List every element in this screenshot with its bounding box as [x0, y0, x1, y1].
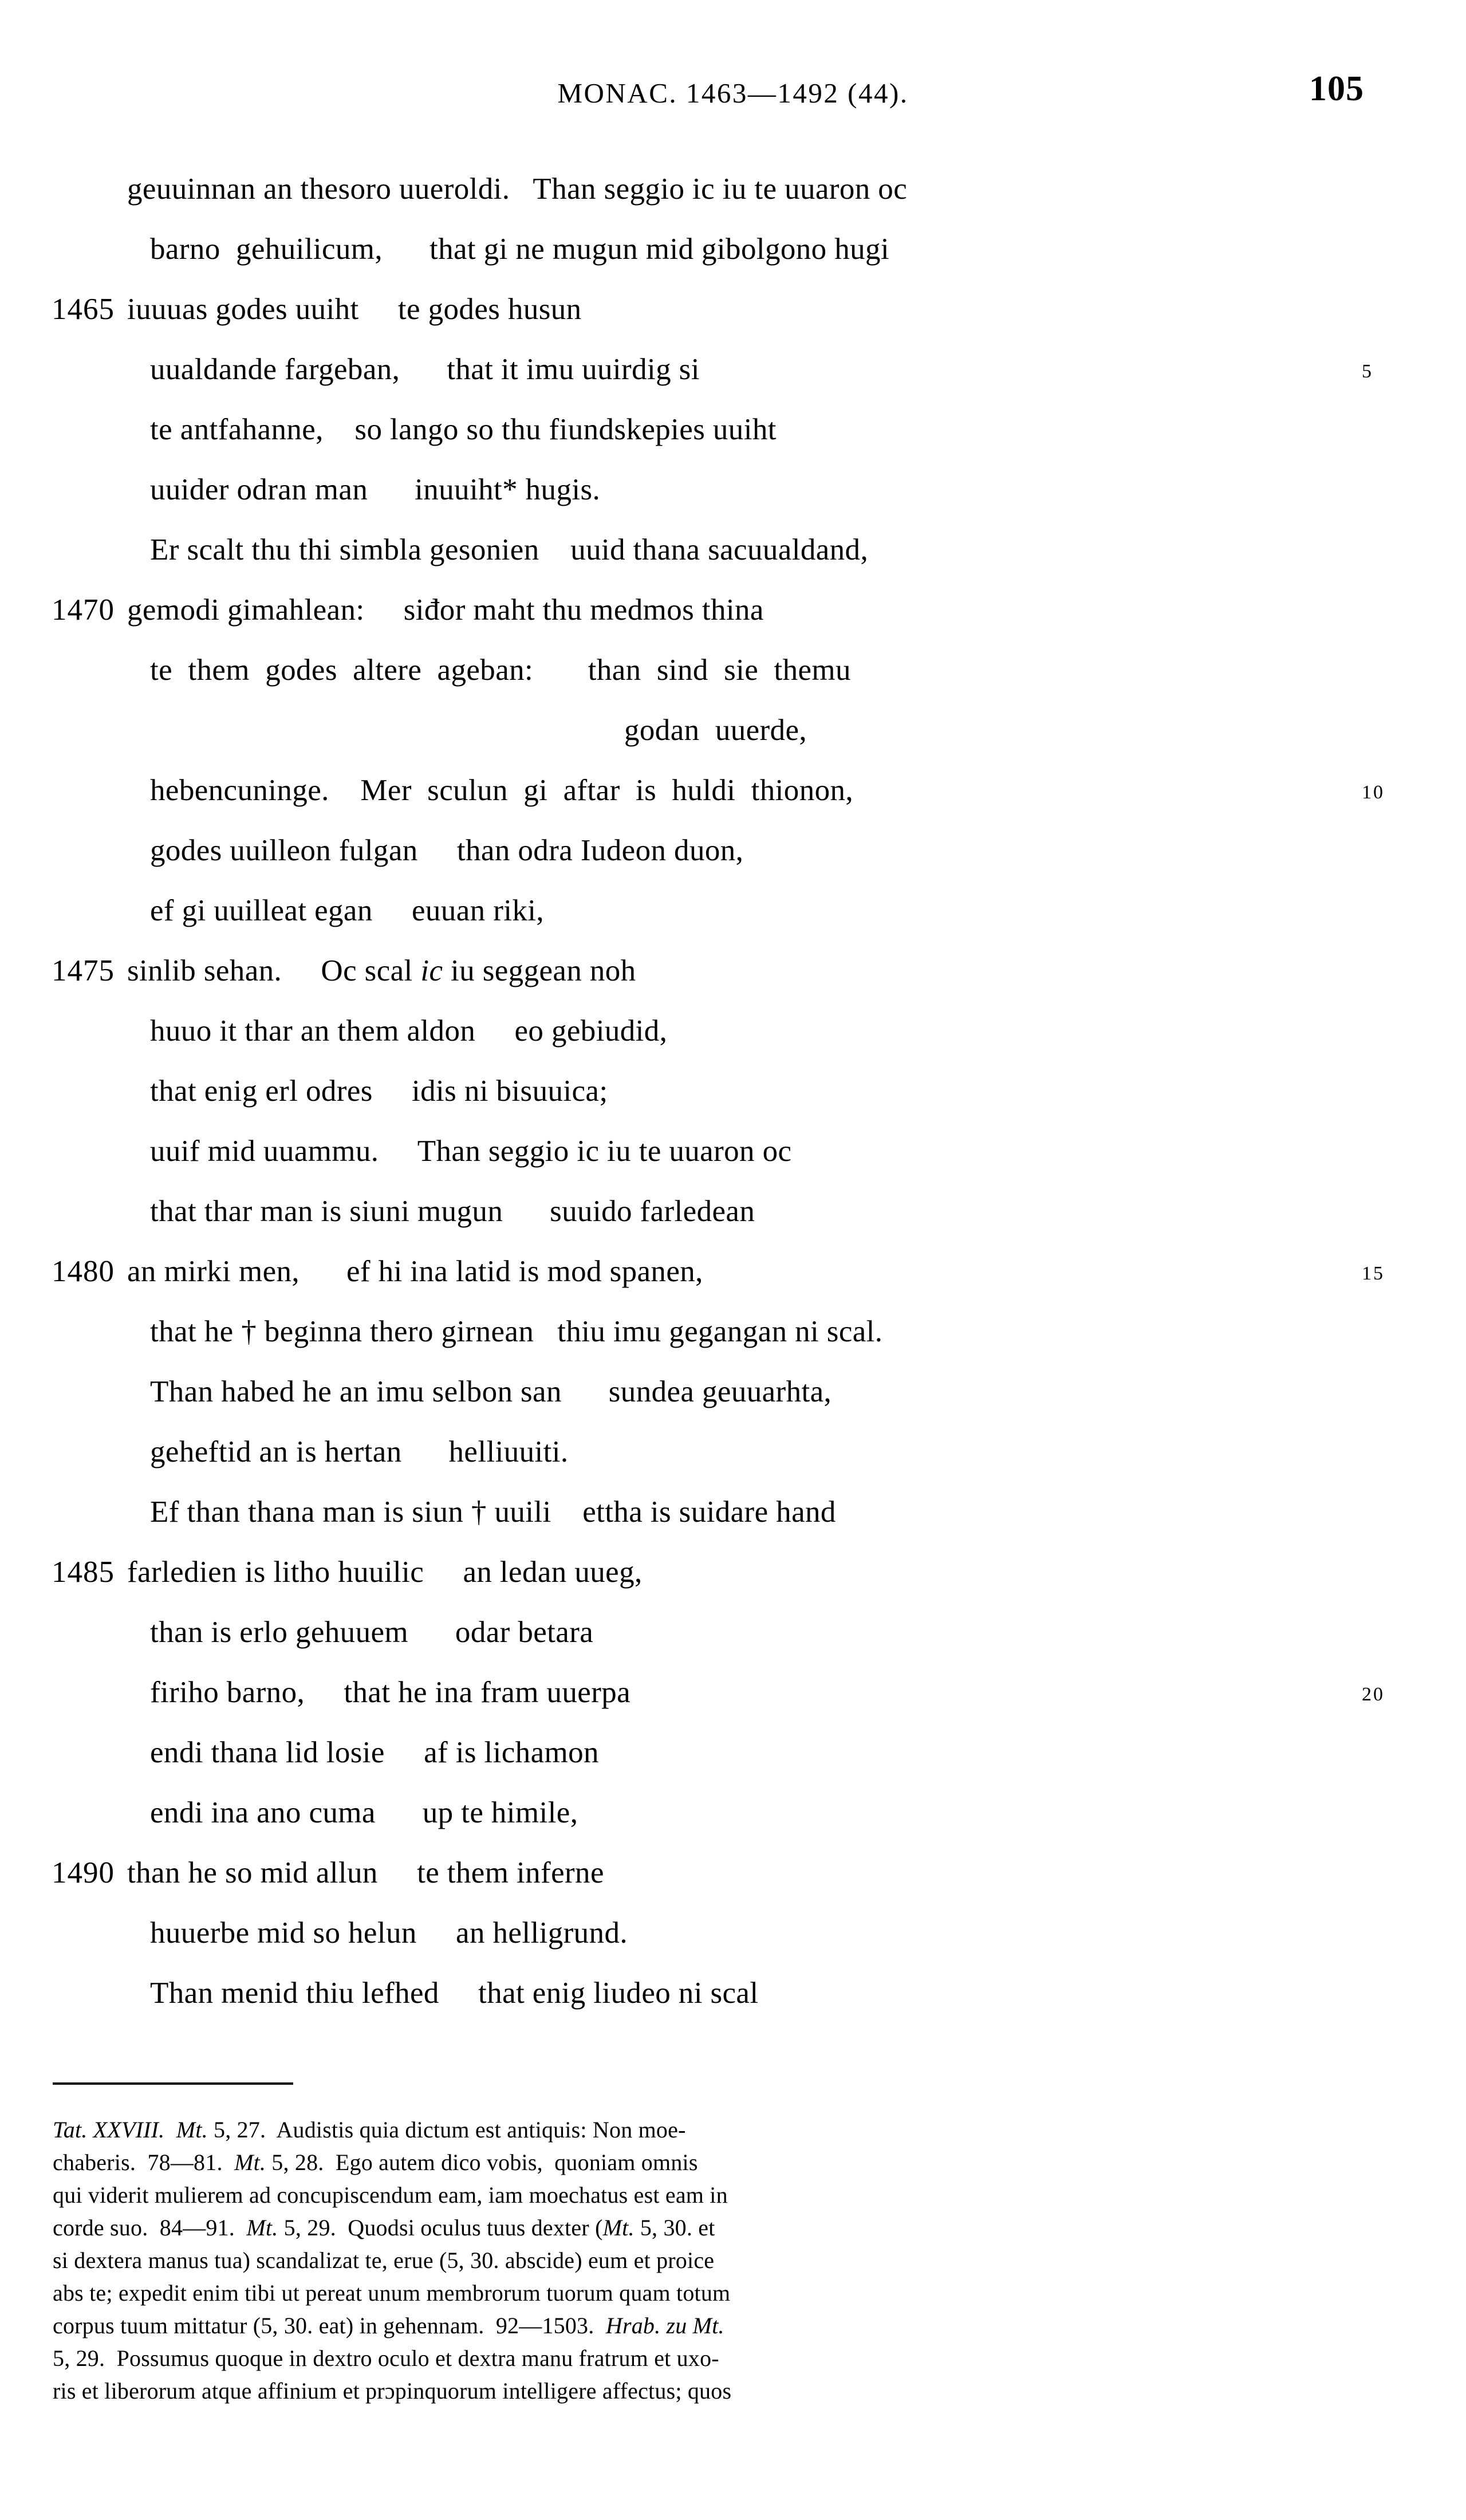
- margin-line-number: 5: [1362, 361, 1373, 382]
- verse-line: [0, 1312, 1466, 1372]
- apparatus-line: corpus tuum mittatur (5, 30. eat) in gehennam. 92—1503. Hrab. zu Mt.: [53, 2313, 724, 2338]
- apparatus-line: Tat. XXVIII. Mt. 5, 27. Audistis quia dictum est antiquis: Non moe-: [53, 2117, 686, 2143]
- verse-line: [0, 1913, 1466, 1974]
- verse-line-text: than he so mid allun te them inferne: [127, 1856, 604, 1889]
- apparatus-line: qui viderit mulierem ad concupiscendum eam, iam moechatus est eam in: [53, 2182, 728, 2208]
- verse-line: [0, 410, 1466, 470]
- verse-line-text: Than habed he an imu selbon san sundea geuuarhta,: [150, 1375, 832, 1408]
- verse-line-text: geuuinnan an thesoro uueroldi. Than seggio ic iu te uuaron oc: [127, 172, 908, 206]
- verse-line: [0, 771, 1466, 831]
- verse-line-number: 1490: [52, 1856, 115, 1889]
- margin-line-number: 10: [1362, 782, 1385, 803]
- verse-line-text: te them godes altere ageban: than sind sie themu: [150, 653, 851, 687]
- verse-line-number: 1485: [52, 1556, 115, 1589]
- verse-line-text: ef gi uuilleat egan euuan riki,: [150, 894, 545, 927]
- verse-line-text: endi thana lid losie af is lichamon: [150, 1736, 599, 1769]
- verse-line: [0, 1853, 1466, 1913]
- verse-line-text: geheftid an is hertan helliuuiti.: [150, 1435, 569, 1468]
- verse-line: [0, 1011, 1466, 1072]
- apparatus-line: chaberis. 78—81. Mt. 5, 28. Ego autem dico vobis, quoniam omnis: [53, 2149, 698, 2175]
- verse-line-text: that enig erl odres idis ni bisuuica;: [150, 1074, 608, 1108]
- verse-line: [0, 711, 1466, 771]
- verse-line: [0, 290, 1466, 350]
- verse-line-text: hebencuninge. Mer sculun gi aftar is huldi thionon,: [150, 774, 854, 807]
- verse-line: [0, 1432, 1466, 1493]
- apparatus-block: [53, 2113, 1370, 2407]
- verse-block: [0, 170, 1466, 2034]
- verse-line-text: an mirki men, ef hi ina latid is mod spanen,: [127, 1255, 703, 1288]
- verse-line: [0, 170, 1466, 230]
- verse-line: [0, 470, 1466, 530]
- verse-line-text: huuo it thar an them aldon eo gebiudid,: [150, 1014, 668, 1048]
- verse-line: [0, 1192, 1466, 1252]
- apparatus-line: corde suo. 84—91. Mt. 5, 29. Quodsi oculus tuus dexter (Mt. 5, 30. et: [53, 2215, 715, 2241]
- verse-line-text: godan uuerde,: [624, 714, 807, 747]
- margin-line-number: 20: [1362, 1684, 1385, 1705]
- verse-line-text: barno gehuilicum, that gi ne mugun mid gibolgono hugi: [150, 233, 890, 266]
- verse-line: [0, 1072, 1466, 1132]
- verse-line: [0, 230, 1466, 290]
- verse-line-number: 1480: [52, 1255, 115, 1288]
- margin-line-number: 15: [1362, 1263, 1385, 1284]
- verse-line: [0, 1793, 1466, 1853]
- verse-line-text: Er scalt thu thi simbla gesonien uuid thana sacuualdand,: [150, 533, 869, 566]
- verse-line-text: uualdande fargeban, that it imu uuirdig si: [150, 353, 700, 386]
- verse-line-text: Ef than thana man is siun † uuili ettha is suidare hand: [150, 1495, 836, 1529]
- verse-line-text: that thar man is siuni mugun suuido farledean: [150, 1195, 755, 1228]
- verse-line-text: iuuuas godes uuiht te godes husun: [127, 293, 582, 326]
- verse-line-number: 1465: [52, 293, 115, 326]
- running-head: [0, 69, 1466, 131]
- verse-line: [0, 1673, 1466, 1733]
- verse-line-text: endi ina ano cuma up te himile,: [150, 1796, 578, 1829]
- verse-line-text: gemodi gimahlean: siđor maht thu medmos thina: [127, 593, 764, 627]
- verse-line-text: Than menid thiu lefhed that enig liudeo ni scal: [150, 1976, 759, 2010]
- verse-line-number: 1475: [52, 954, 115, 987]
- running-head-title: MONAC. 1463—1492 (44).: [557, 77, 909, 109]
- verse-line: [0, 530, 1466, 590]
- verse-line: [0, 350, 1466, 410]
- verse-line-text: that he † beginna thero girnean thiu imu gegangan ni scal.: [150, 1315, 883, 1348]
- verse-line-text: godes uuilleon fulgan than odra Iudeon duon,: [150, 834, 744, 867]
- apparatus-line: 5, 29. Possumus quoque in dextro oculo et dextra manu fratrum et uxo-: [53, 2345, 719, 2371]
- verse-line-text: te antfahanne, so lango so thu fiundskepies uuiht: [150, 413, 777, 446]
- verse-line-text: uuider odran man inuuiht* hugis.: [150, 473, 601, 506]
- verse-line: [0, 1252, 1466, 1312]
- verse-line: [0, 1493, 1466, 1553]
- verse-line: [0, 1733, 1466, 1793]
- verse-line-text: firiho barno, that he ina fram uuerpa: [150, 1676, 631, 1709]
- verse-line: [0, 1132, 1466, 1192]
- verse-line: [0, 891, 1466, 951]
- verse-line: [0, 831, 1466, 891]
- footnote-separator-rule: [53, 2082, 293, 2085]
- verse-line-text: uuif mid uuammu. Than seggio ic iu te uuaron oc: [150, 1135, 792, 1168]
- verse-line: [0, 1974, 1466, 2034]
- apparatus-line: abs te; expedit enim tibi ut pereat unum membrorum tuorum quam totum: [53, 2280, 731, 2306]
- verse-line: [0, 951, 1466, 1011]
- verse-line: [0, 1613, 1466, 1673]
- page-number: 105: [1309, 69, 1364, 108]
- verse-line-text: sinlib sehan. Oc scal ic iu seggean noh: [127, 954, 636, 987]
- verse-line-text: farledien is litho huuilic an ledan uueg,: [127, 1556, 643, 1589]
- verse-line-number: 1470: [52, 593, 115, 627]
- apparatus-line: ris et liberorum atque affinium et prɔpinquorum intelligere affectus; quos: [53, 2378, 732, 2404]
- verse-line-text: than is erlo gehuuem odar betara: [150, 1616, 594, 1649]
- verse-line: [0, 1372, 1466, 1432]
- verse-line: [0, 1553, 1466, 1613]
- verse-line: [0, 590, 1466, 651]
- verse-line-text: huuerbe mid so helun an helligrund.: [150, 1916, 628, 1950]
- apparatus-line: si dextera manus tua) scandalizat te, erue (5, 30. abscide) eum et proice: [53, 2247, 715, 2273]
- verse-line: [0, 651, 1466, 711]
